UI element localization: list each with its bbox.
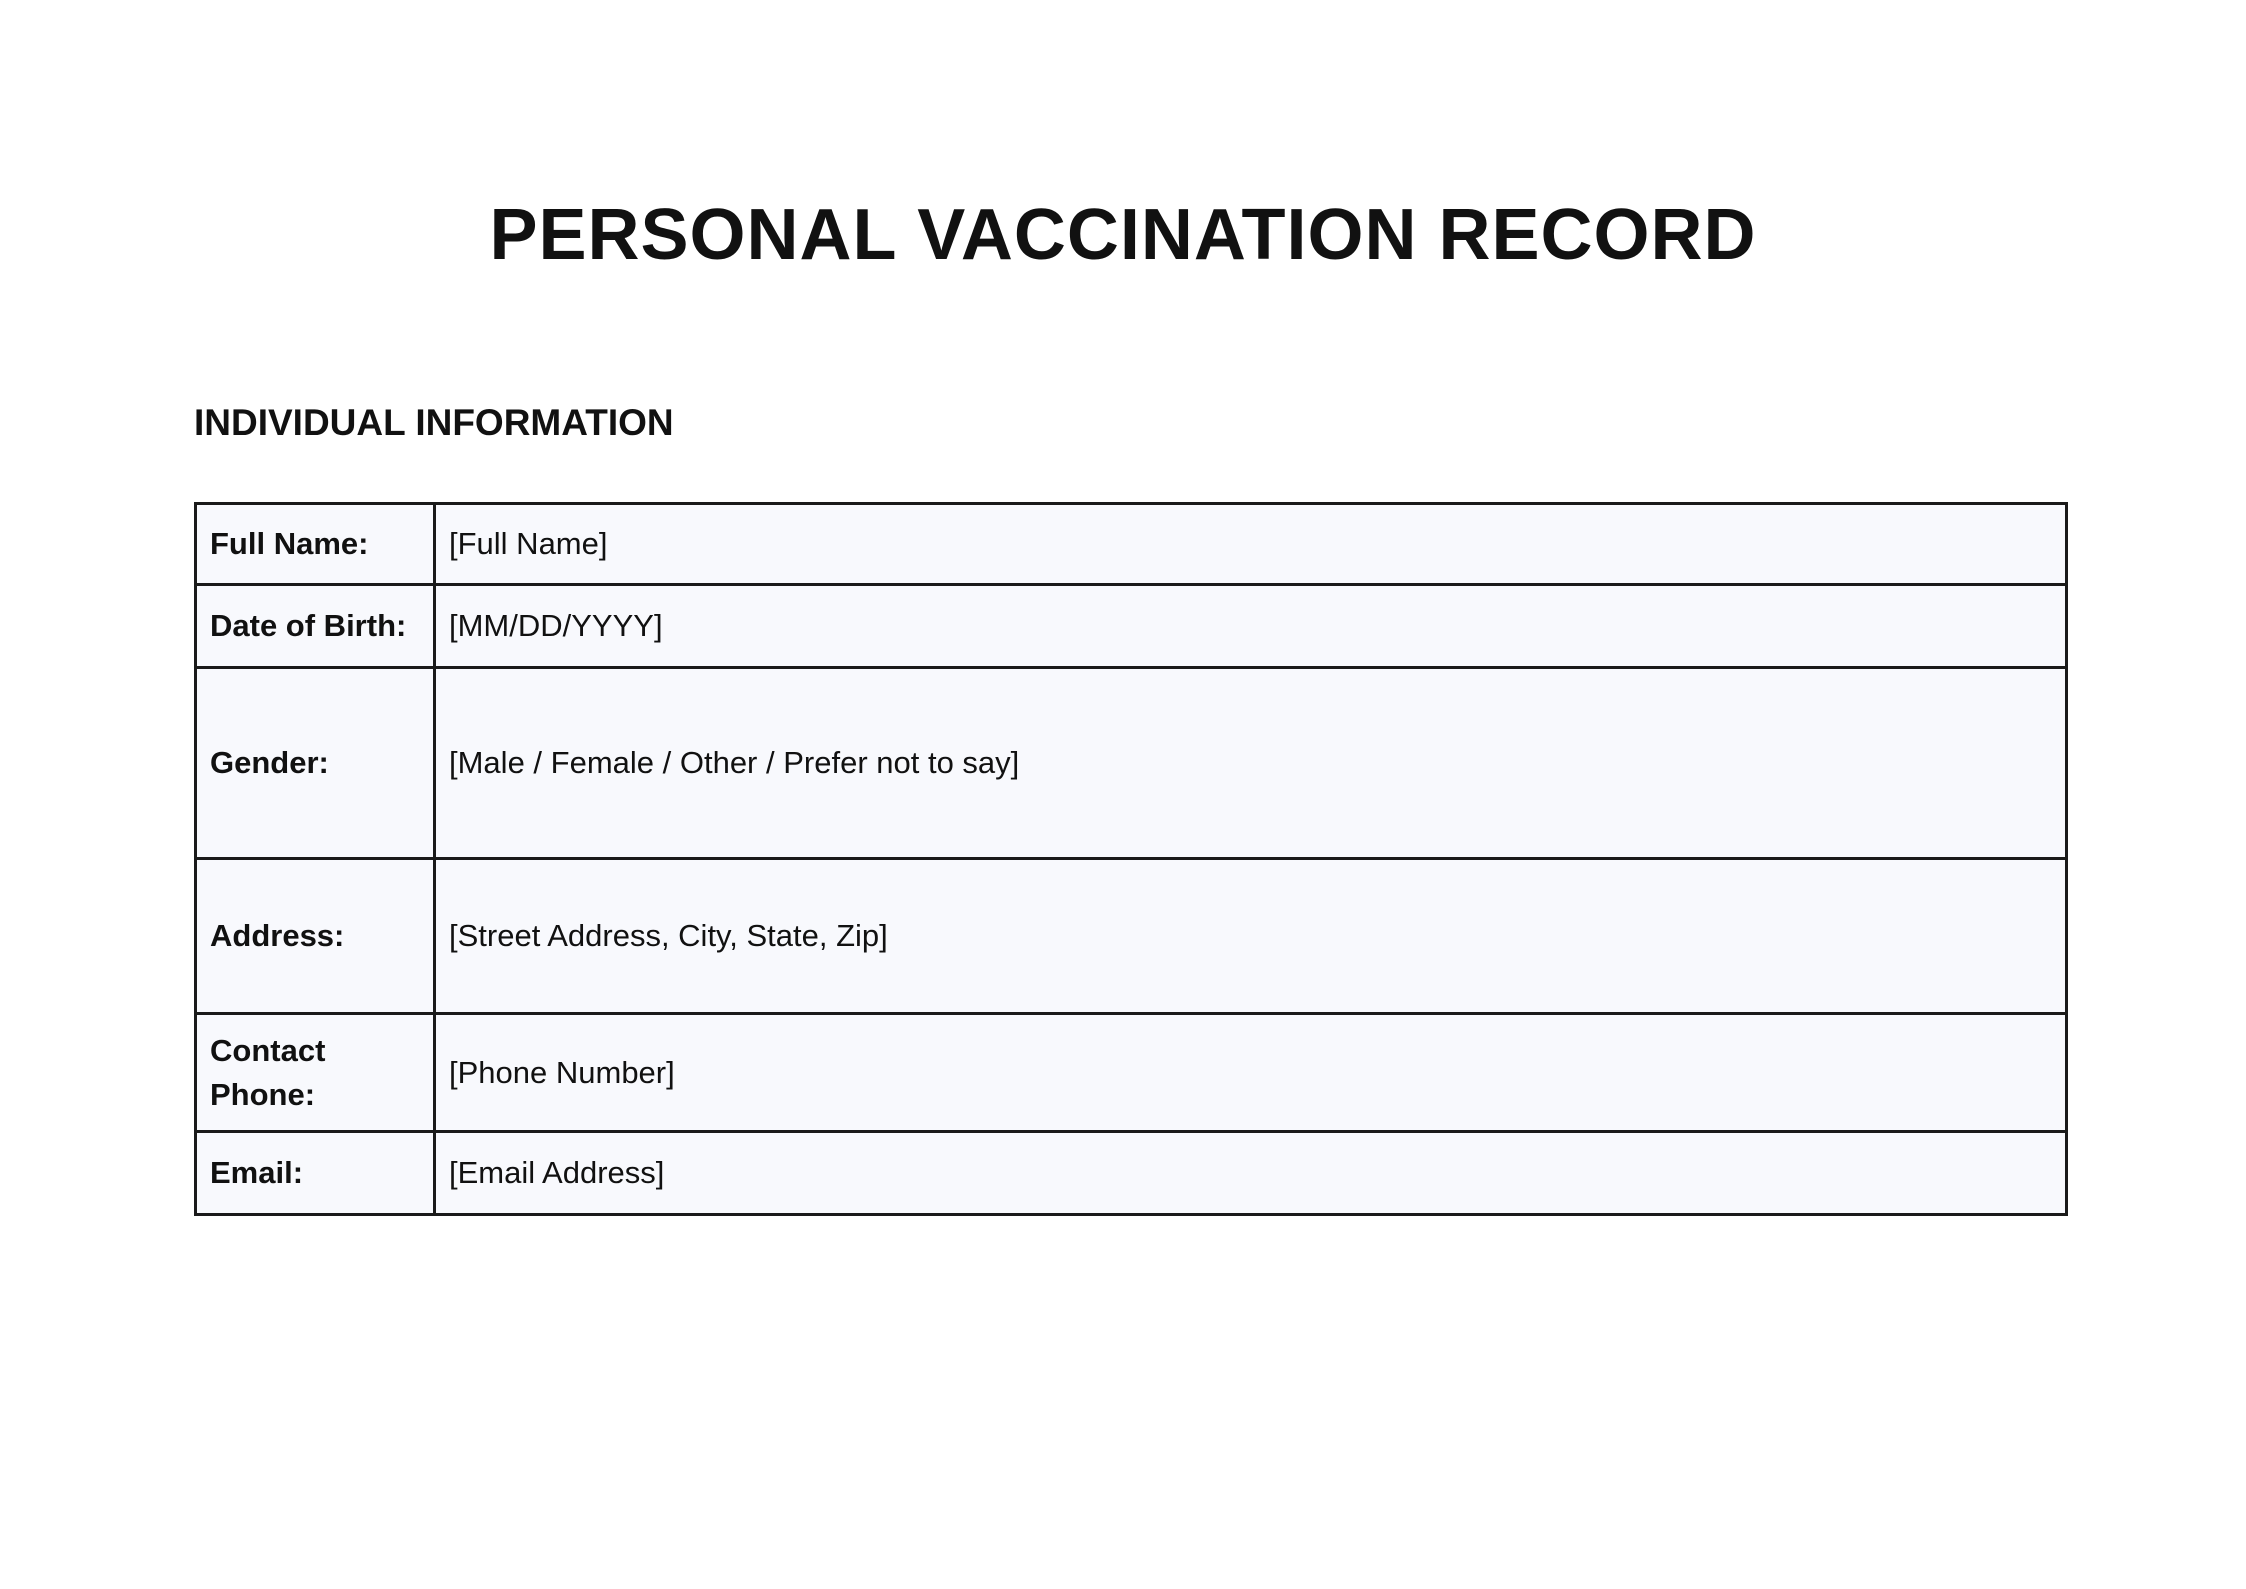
email-label: Email: [196, 1132, 435, 1215]
table-row-gender [196, 668, 2067, 859]
gender-label: Gender: [196, 668, 435, 859]
contact-phone-label: Contact Phone: [196, 1014, 435, 1132]
table-row-full-name [196, 504, 2067, 585]
page-title: PERSONAL VACCINATION RECORD [489, 195, 1757, 275]
address-field[interactable]: [Street Address, City, State, Zip] [435, 859, 2067, 1014]
contact-phone-field[interactable]: [Phone Number] [435, 1014, 2067, 1132]
date-of-birth-field[interactable]: [MM/DD/YYYY] [435, 585, 2067, 668]
table-row-email [196, 1132, 2067, 1215]
individual-information-table [194, 502, 2068, 1216]
date-of-birth-label: Date of Birth: [196, 585, 435, 668]
full-name-field[interactable]: [Full Name] [435, 504, 2067, 585]
section-heading-individual-information: INDIVIDUAL INFORMATION [194, 402, 674, 443]
address-label: Address: [196, 859, 435, 1014]
full-name-label: Full Name: [196, 504, 435, 585]
gender-field[interactable]: [Male / Female / Other / Prefer not to say] [435, 668, 2067, 859]
table-row-address [196, 859, 2067, 1014]
table-row-date-of-birth [196, 585, 2067, 668]
email-field[interactable]: [Email Address] [435, 1132, 2067, 1215]
table-row-contact-phone [196, 1014, 2067, 1132]
